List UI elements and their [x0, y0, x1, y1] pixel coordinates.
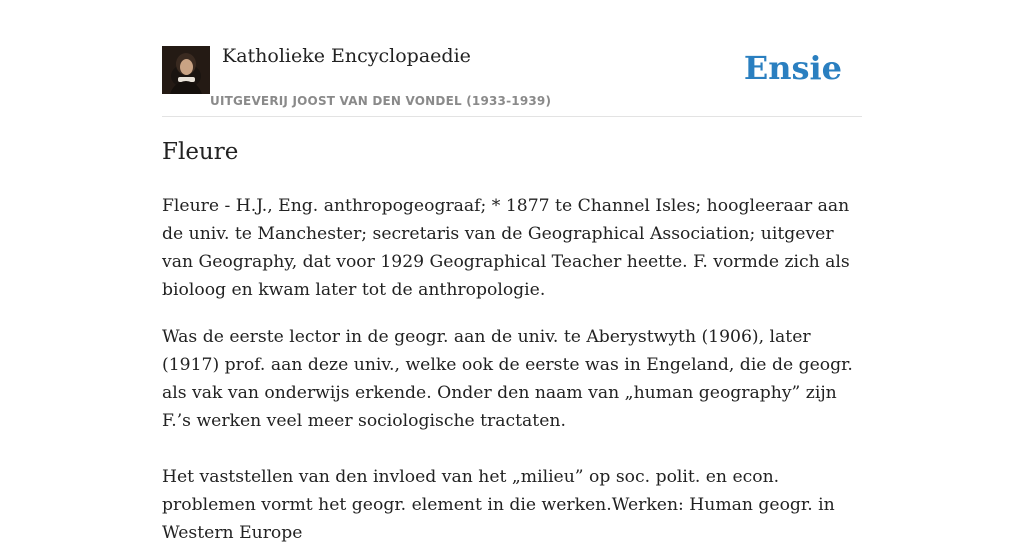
site-name[interactable]: Katholieke Encyclopaedie	[222, 45, 471, 67]
portrait-avatar[interactable]	[162, 46, 210, 94]
article-paragraph: Fleure - H.J., Eng. anthropogeograaf; * 1877 te Channel Isles; hoogleeraar aan de univ. te Manchester; secretaris van de Geographical Association; uitgever van Geography, dat voor 1929 Geographical Teacher heette. F. vormde zich als bioloog en kwam later tot de anthropologie.	[162, 196, 850, 300]
article-title: Fleure	[162, 139, 239, 165]
article-body	[162, 192, 862, 547]
article-paragraph: Het vaststellen van den invloed van het „milieu” op soc. polit. en econ. problemen vormt het geogr. element in die werken.Werken: Human geogr. in Western Europe	[162, 467, 835, 543]
publisher-label: UITGEVERIJ JOOST VAN DEN VONDEL (1933-1939)	[210, 94, 552, 108]
ensie-logo-link[interactable]: Ensie	[743, 49, 842, 87]
portrait-icon	[162, 46, 210, 94]
article-paragraph: Was de eerste lector in de geogr. aan de univ. te Aberystwyth (1906), later (1917) prof. aan deze univ., welke ook de eerste was in Engeland, die de geogr. als vak van onderwijs erkende. Onder den naam van „human geography” zijn F.’s werken veel meer sociologische tractaten.	[162, 327, 853, 431]
site-header	[162, 0, 862, 117]
